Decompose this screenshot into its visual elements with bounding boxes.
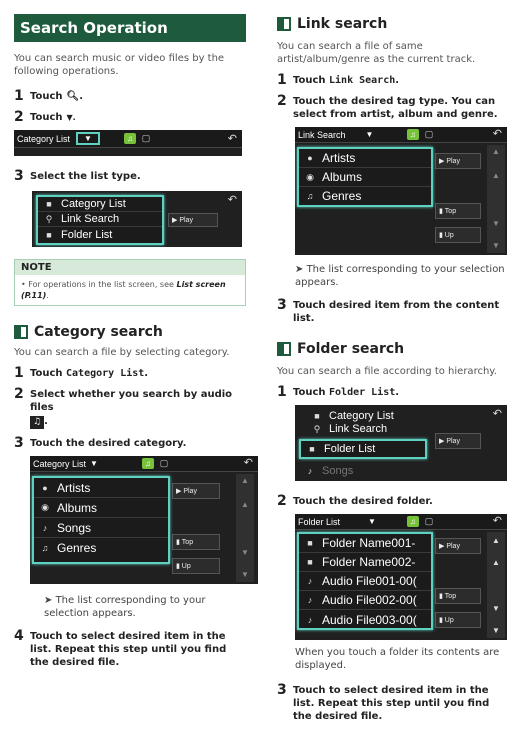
- back-icon[interactable]: ↶: [492, 128, 502, 140]
- artist-icon: ●: [307, 153, 313, 163]
- artist-icon: ●: [42, 482, 48, 493]
- list-type-menu: [301, 409, 429, 435]
- scroll-down-icon[interactable]: ▼: [492, 604, 500, 613]
- back-icon[interactable]: ↶: [492, 408, 502, 420]
- tag-type-menu: [297, 147, 433, 207]
- top-button[interactable]: ▮ Top: [435, 203, 481, 219]
- play-button[interactable]: ▶ Play: [435, 153, 481, 169]
- back-icon[interactable]: ↶: [492, 515, 502, 527]
- folder-icon: ■: [309, 444, 315, 454]
- scroll-top-icon[interactable]: ▲: [492, 536, 500, 545]
- screenshot-category-list: [30, 456, 258, 584]
- link-step-1: 1 Touch Link Search.: [277, 72, 400, 88]
- step-number: 3: [14, 168, 24, 184]
- category-menu: [32, 476, 170, 564]
- song-icon: ♪: [307, 595, 313, 605]
- tag-item-artists[interactable]: ● Artists: [299, 149, 431, 168]
- scroll-top-icon[interactable]: ▲: [241, 476, 249, 485]
- link-search-heading: Link search: [277, 16, 509, 32]
- music-icon[interactable]: ♫: [407, 516, 419, 527]
- link-intro: You can search a file of same artist/album/genre as the current track.: [277, 41, 476, 65]
- folder-icon: ■: [307, 538, 313, 548]
- list-item-songs[interactable]: ♪ Songs: [299, 463, 353, 479]
- list-type-label: Folder List: [298, 516, 341, 527]
- scroll-up-icon[interactable]: ▲: [492, 558, 500, 567]
- menu-item-category-list[interactable]: ■ Category List: [301, 409, 429, 423]
- folder-content-list: [297, 532, 433, 630]
- note-link[interactable]: List screen (P.11): [21, 280, 226, 300]
- folder-step-3: 3 Touch to select desired item in the list. Repeat this step until you find the desired file.: [277, 682, 490, 722]
- menu-item-folder-list[interactable]: [299, 439, 427, 459]
- link-result-text: ➤ The list corresponding to your selection appears.: [295, 264, 505, 288]
- category-step-4: 4 Touch to select desired item in the list. Repeat this step until you find the desired file.: [14, 628, 227, 668]
- play-button[interactable]: ▶ Play: [435, 433, 481, 449]
- scrollbar[interactable]: [487, 145, 505, 253]
- up-button[interactable]: ▮ Up: [435, 227, 481, 243]
- scroll-down-icon[interactable]: ▼: [492, 219, 500, 228]
- list-item-audio-file[interactable]: ♪ Audio File003-00(: [299, 610, 431, 629]
- menu-item-link-search[interactable]: ⚲ Link Search: [301, 423, 429, 435]
- list-type-menu: [36, 195, 164, 245]
- category-item-genres[interactable]: ♫ Genres: [34, 538, 168, 558]
- screenshot-link-search: [295, 127, 507, 255]
- up-button[interactable]: ▮ Up: [172, 558, 220, 574]
- song-icon: ♪: [307, 614, 313, 625]
- dropdown-arrow-icon[interactable]: ▼: [368, 517, 376, 526]
- genre-icon: ♫: [41, 543, 49, 553]
- folder-intro: You can search a file according to hierarchy.: [277, 366, 497, 377]
- video-icon[interactable]: ▢: [424, 129, 434, 139]
- category-item-albums[interactable]: ◉ Albums: [34, 498, 168, 518]
- album-icon: ◉: [41, 502, 49, 512]
- back-icon[interactable]: ↶: [227, 194, 237, 206]
- play-button[interactable]: ▶ Play: [172, 483, 220, 499]
- step-text: Select the list type.: [30, 171, 141, 182]
- scroll-up-icon[interactable]: ▲: [241, 500, 249, 509]
- tag-item-albums[interactable]: ◉ Albums: [299, 168, 431, 187]
- scroll-up-icon[interactable]: ▲: [492, 171, 500, 180]
- arrow-icon: ➤: [295, 264, 304, 275]
- step-number: 1: [14, 88, 24, 104]
- note-title: NOTE: [15, 260, 245, 275]
- search-icon: ⚲: [313, 423, 321, 434]
- link-step-2: 2 Touch the desired tag type. You can select from artist, album and genre.: [277, 93, 498, 120]
- category-item-artists[interactable]: ● Artists: [34, 478, 168, 498]
- song-icon: ♪: [307, 466, 313, 476]
- list-item-audio-file[interactable]: ♪ Audio File001-00(: [299, 572, 431, 591]
- music-icon[interactable]: ♫: [407, 129, 419, 140]
- search-icon: 🔍︎.: [66, 91, 84, 102]
- dropdown-arrow-icon[interactable]: ▼: [365, 130, 374, 139]
- back-icon[interactable]: ↶: [243, 457, 253, 469]
- folder-icon: ■: [46, 229, 52, 240]
- list-item-audio-file[interactable]: ♪ Audio File002-00(: [299, 591, 431, 610]
- video-icon[interactable]: ▢: [159, 458, 169, 468]
- scroll-bottom-icon[interactable]: ▼: [241, 570, 249, 579]
- scrollbar[interactable]: [487, 532, 505, 638]
- dropdown-arrow-icon: ▼.: [66, 113, 76, 122]
- menu-item-link-search[interactable]: ⚲ Link Search: [38, 212, 162, 227]
- scroll-top-icon[interactable]: ▲: [492, 147, 500, 156]
- left-column: [14, 0, 253, 669]
- menu-item-folder-list[interactable]: ■ Folder List: [38, 227, 162, 242]
- list-type-label: Category List: [17, 133, 71, 144]
- step-2: [14, 111, 246, 124]
- screenshot-folder-list: [295, 514, 507, 640]
- search-icon: ⚲: [45, 213, 53, 224]
- folder-step-2: 2 Touch the desired folder.: [277, 493, 433, 509]
- category-intro: You can search a file by selecting category.: [14, 347, 230, 358]
- folder-result-text: When you touch a folder its contents are displayed.: [295, 647, 500, 671]
- list-item-folder[interactable]: ■ Folder Name001-: [299, 534, 431, 553]
- screenshot-list-type-menu: [32, 191, 242, 247]
- folder-icon: ■: [314, 411, 320, 421]
- section-marker-icon: [277, 17, 291, 31]
- genre-icon: ♫: [306, 191, 314, 201]
- play-button[interactable]: ▶ Play: [168, 213, 218, 227]
- tag-item-genres[interactable]: ♫ Genres: [299, 187, 431, 205]
- list-item-folder[interactable]: ■ Folder Name002-: [299, 553, 431, 572]
- step-1: [14, 90, 246, 103]
- screenshot-category-list-bar: [14, 130, 242, 156]
- list-type-label: Link Search: [298, 129, 346, 140]
- back-icon[interactable]: ↶: [227, 133, 237, 145]
- category-result-text: ➤ The list corresponding to your selection appears.: [44, 595, 206, 619]
- music-icon[interactable]: ♫: [124, 133, 136, 144]
- step-3: [14, 170, 246, 183]
- list-type-label: Category List: [33, 458, 87, 469]
- top-button[interactable]: ▮ Top: [172, 534, 220, 550]
- video-icon[interactable]: ▢: [141, 133, 151, 143]
- song-icon: ♪: [307, 576, 313, 586]
- album-icon: ◉: [306, 171, 314, 182]
- scroll-bottom-icon[interactable]: ▼: [492, 241, 500, 250]
- scrollbar[interactable]: [236, 474, 254, 582]
- folder-icon: ■: [46, 199, 52, 209]
- link-step-3: 3 Touch desired item from the content list.: [277, 297, 500, 324]
- dropdown-button[interactable]: ▼: [76, 132, 100, 145]
- play-button[interactable]: ▶ Play: [435, 538, 481, 554]
- menu-item-category-list[interactable]: ■ Category List: [38, 197, 162, 212]
- scroll-down-icon[interactable]: ▼: [241, 548, 249, 557]
- section-title: Search Operation: [14, 14, 246, 42]
- folder-icon: ■: [307, 557, 313, 567]
- music-icon[interactable]: ♫: [142, 458, 154, 469]
- up-button[interactable]: ▮ Up: [435, 612, 481, 628]
- menu-item-label: ■ Folder List: [301, 441, 425, 457]
- screenshot-folder-list-menu: [295, 405, 507, 481]
- step-number: 2: [14, 109, 24, 125]
- dropdown-arrow-icon[interactable]: ▼: [90, 459, 98, 468]
- section-marker-icon: [14, 325, 28, 339]
- step-text: Touch: [30, 91, 63, 102]
- folder-step-1: 1 Touch Folder List.: [277, 384, 400, 400]
- note-body: • For operations in the list screen, see List screen (P.11).: [21, 280, 226, 300]
- note-box: [14, 259, 246, 306]
- category-step-3: 3 Touch the desired category.: [14, 435, 187, 451]
- step-text: Touch: [30, 112, 63, 123]
- video-icon[interactable]: ▢: [424, 516, 434, 526]
- folder-search-heading: Folder search: [277, 341, 509, 357]
- section-marker-icon: [277, 342, 291, 356]
- category-step-1: 1 Touch Category List.: [14, 365, 149, 381]
- right-column: [277, 0, 509, 723]
- intro-text: You can search music or video files by the following operations.: [14, 53, 225, 77]
- audio-file-icon: ♫: [30, 416, 44, 429]
- arrow-icon: ➤: [44, 595, 53, 606]
- scroll-bottom-icon[interactable]: ▼: [492, 626, 500, 635]
- category-search-heading: Category search: [14, 324, 246, 340]
- song-icon: ♪: [42, 522, 48, 533]
- category-item-songs[interactable]: ♪ Songs: [34, 518, 168, 538]
- category-step-2: 2 Select whether you search by audio files ♫ .: [14, 386, 233, 427]
- top-button[interactable]: ▮ Top: [435, 588, 481, 604]
